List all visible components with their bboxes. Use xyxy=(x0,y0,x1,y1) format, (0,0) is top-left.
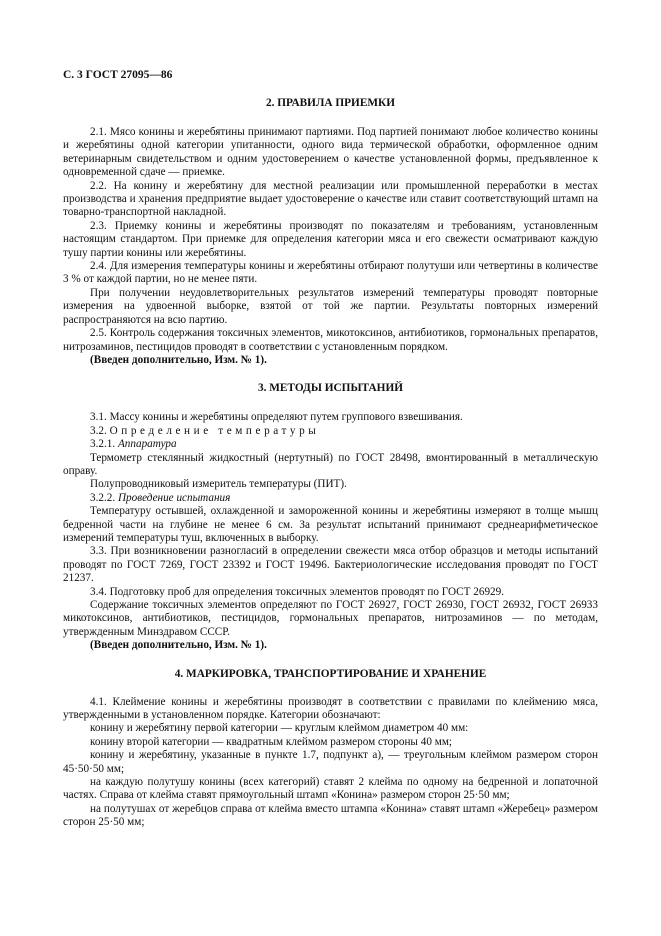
amendment-note-3: (Введен дополнительно, Изм. № 1). xyxy=(90,639,267,652)
list-item-half-carcass: на каждую полутушу конины (всех категорий) ставят 2 клейма по одному на бедренной и лопаточной частях. Справа от клейма ставят прямоугольный штамп «Конина» размером сторон 25·50 мм; xyxy=(63,776,598,802)
list-item-first-category: конину и жеребятину первой категории — круглым клеймом диаметром 40 мм: xyxy=(90,722,469,735)
paragraph-2-4: 2.4. Для измерения температуры конины и жеребятины отбирают полутуши или четвертины в количестве 3 % от каждой партии, но не менее пяти. xyxy=(63,260,598,286)
clause-heading-spaced: Определение температуры xyxy=(109,424,320,437)
clause-number: 3.2.2. xyxy=(90,491,116,504)
section-3-title: 3. МЕТОДЫ ИСПЫТАНИЙ xyxy=(257,382,404,395)
paragraph-3-1: 3.1. Массу конины и жеребятины определяют путем группового взвешивания. xyxy=(90,411,463,424)
paragraph-2-1: 2.1. Мясо конины и жеребятины принимают партиями. Под партией понимают любое количество конины и жеребятины одной категории упитанности, одного вида термической обработки, оформленное одним ветеринарным свидетельством и одним удостоверением о качестве установленной формы, предъявленное к одновременной сдаче — приемке. xyxy=(63,126,598,179)
list-item-triangular-mark: конину и жеребятину, указанные в пункте 1.7, подпункт а), — треугольным клеймом размером сторон 45·50·50 мм; xyxy=(63,749,598,775)
clause-heading-italic: Проведение испытания xyxy=(117,491,231,504)
clause-number: 3.2. xyxy=(90,424,107,437)
paragraph-toxic-content: Содержание токсичных элементов определяют по ГОСТ 26927, ГОСТ 26930, ГОСТ 26932, ГОСТ 26933 микотоксинов, антибиотиков, пестицидов, гормональных препаратов, нитрозаминов — по методам, утвержденным Минздравом СССР. xyxy=(63,599,598,638)
paragraph-thermometer: Термометр стеклянный жидкостный (нертутный) по ГОСТ 28498, вмонтированный в металлическую оправу. xyxy=(63,451,598,477)
paragraph-3-2-2 xyxy=(63,492,598,505)
amendment-note-2: (Введен дополнительно, Изм. № 1). xyxy=(90,353,267,366)
page-header: С. 3 ГОСТ 27095—86 xyxy=(63,69,173,81)
clause-heading-italic: Аппаратура xyxy=(117,438,177,451)
paragraph-temperature-measure: Температуру остывшей, охлажденной и замороженной конины и жеребятины измеряют в толще мышц бедренной части на глубине не менее 6 см. За результат испытаний принимают среднеарифметическое измерений температуры туш, включенных в выборку. xyxy=(63,505,598,544)
page-content xyxy=(63,96,598,830)
clause-number: 3.2.1. xyxy=(90,438,116,451)
list-item-stallion: на полутушах от жеребцов справа от клейма вместо штампа «Конина» ставят штамп «Жеребец» размером сторон 25·50 мм; xyxy=(63,802,598,829)
section-4-title: 4. МАРКИРОВКА, ТРАНСПОРТИРОВАНИЕ И ХРАНЕНИЕ xyxy=(174,667,487,680)
paragraph-semiconductor: Полупроводниковый измеритель температуры (ПИТ). xyxy=(90,478,347,491)
paragraph-3-2 xyxy=(63,425,598,438)
paragraph-2-2: 2.2. На конину и жеребятину для местной реализации или промышленной переработки в местах производства и хранения предприятие выдает удостоверение о качестве или ставит соответствующий штамп на товарно-транспортной накладной. xyxy=(63,179,598,219)
paragraph-2-3: 2.3. Приемку конины и жеребятины производят по показателям и требованиям, установленным настоящим стандартом. При приемке для определения категории мяса и его свежести осматривают каждую тушу партии конины или жеребятины. xyxy=(63,219,598,259)
paragraph-2-4-repeat: При получении неудовлетворительных результатов измерений температуры проводят повторные измерения на удвоенной выборке, взятой от той же партии. Результаты повторных измерений распространяются на всю партию. xyxy=(63,286,598,326)
paragraph-3-2-1 xyxy=(63,438,598,451)
paragraph-2-5: 2.5. Контроль содержания токсичных элементов, микотоксинов, антибиотиков, гормональных препаратов, нитрозаминов, пестицидов проводят в соответствии с установленным порядком. xyxy=(63,327,598,353)
section-2-title: 2. ПРАВИЛА ПРИЕМКИ xyxy=(265,97,396,109)
paragraph-3-3: 3.3. При возникновении разногласий в определении свежести мяса отбор образцов и методы испытаний проводят по ГОСТ 7269, ГОСТ 23392 и ГОСТ 19496. Бактериологические исследования проводят по ГОСТ 21237. xyxy=(63,545,598,585)
paragraph-3-4: 3.4. Подготовку проб для определения токсичных элементов проводят по ГОСТ 26929. xyxy=(90,585,505,598)
paragraph-4-1: 4.1. Клеймение конины и жеребятины производят в соответствии с правилами по клеймению мяса, утвержденными в установленном порядке. Категории обозначают: xyxy=(63,695,598,722)
list-item-second-category: конину второй категории — квадратным клеймом размером стороны 40 мм; xyxy=(90,735,453,748)
